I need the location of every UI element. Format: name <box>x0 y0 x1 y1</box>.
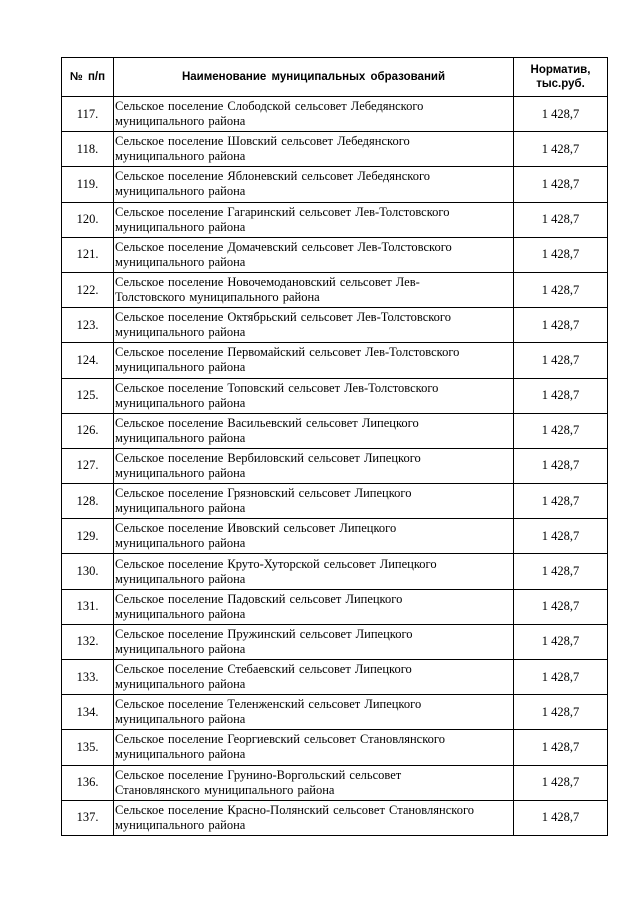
row-number: 120. <box>62 202 114 237</box>
header-num: № п/п <box>62 58 114 97</box>
table-row <box>62 448 608 483</box>
municipality-name <box>114 97 514 132</box>
table-body <box>62 97 608 836</box>
municipality-name-line1: Сельское поселение Красно-Полянский сельсовет Становлянского <box>115 802 475 817</box>
table-row <box>62 519 608 554</box>
table-row <box>62 237 608 272</box>
municipality-name-line2: муниципального района <box>115 184 246 199</box>
municipality-name-line2: муниципального района <box>115 501 246 516</box>
row-number: 137. <box>62 800 114 835</box>
municipality-name-line2: Толстовского муниципального района <box>115 290 320 305</box>
normative-value: 1 428,7 <box>514 237 608 272</box>
table-row <box>62 272 608 307</box>
municipality-name-line1: Сельское поселение Георгиевский сельсовет Становлянского <box>115 732 445 747</box>
row-number: 128. <box>62 484 114 519</box>
table-row <box>62 308 608 343</box>
table-row <box>62 343 608 378</box>
row-number: 135. <box>62 730 114 765</box>
municipality-name-line2: муниципального района <box>115 254 246 269</box>
table-row <box>62 660 608 695</box>
municipality-name-line1: Сельское поселение Первомайский сельсовет Лев-Толстовского <box>115 345 460 360</box>
row-number: 122. <box>62 272 114 307</box>
municipality-name <box>114 730 514 765</box>
row-number: 119. <box>62 167 114 202</box>
municipality-name-line1: Сельское поселение Стебаевский сельсовет Липецкого <box>115 662 412 677</box>
row-number: 134. <box>62 695 114 730</box>
municipality-name-line1: Сельское поселение Гагаринский сельсовет Лев-Толстовского <box>115 204 450 219</box>
municipality-name-line1: Сельское поселение Слободской сельсовет Лебедянского <box>115 99 424 114</box>
municipality-name <box>114 624 514 659</box>
municipality-name-line2: муниципального района <box>115 747 246 762</box>
municipality-name <box>114 237 514 272</box>
municipality-name-line1: Сельское поселение Домачевский сельсовет Лев-Толстовского <box>115 239 452 254</box>
header-value-line2: тыс.руб. <box>536 78 585 90</box>
municipality-name-line1: Сельское поселение Яблоневский сельсовет Лебедянского <box>115 169 431 184</box>
municipality-name-line2: муниципального района <box>115 536 246 551</box>
table-row <box>62 132 608 167</box>
normative-value: 1 428,7 <box>514 202 608 237</box>
municipality-name-line2: муниципального района <box>115 219 246 234</box>
normative-value: 1 428,7 <box>514 448 608 483</box>
municipality-name <box>114 554 514 589</box>
row-number: 131. <box>62 589 114 624</box>
row-number: 125. <box>62 378 114 413</box>
municipality-name-line2: муниципального района <box>115 395 246 410</box>
table-row <box>62 695 608 730</box>
municipality-name <box>114 695 514 730</box>
table-row <box>62 554 608 589</box>
municipality-name-line2: Становлянского муниципального района <box>115 782 335 797</box>
municipality-name-line2: муниципального района <box>115 817 246 832</box>
row-number: 133. <box>62 660 114 695</box>
table-row <box>62 765 608 800</box>
municipality-name <box>114 484 514 519</box>
normative-value: 1 428,7 <box>514 730 608 765</box>
normative-value: 1 428,7 <box>514 695 608 730</box>
row-number: 121. <box>62 237 114 272</box>
normative-value: 1 428,7 <box>514 167 608 202</box>
table-row <box>62 202 608 237</box>
municipality-name-line1: Сельское поселение Октябрьский сельсовет Лев-Толстовского <box>115 310 451 325</box>
municipality-name-line2: муниципального района <box>115 712 246 727</box>
normative-table <box>61 57 608 836</box>
municipality-name-line1: Сельское поселение Вербиловский сельсовет Липецкого <box>115 450 421 465</box>
row-number: 136. <box>62 765 114 800</box>
normative-value: 1 428,7 <box>514 272 608 307</box>
municipality-name-line1: Сельское поселение Грязновский сельсовет Липецкого <box>115 486 412 501</box>
table-row <box>62 624 608 659</box>
municipality-name-line2: муниципального района <box>115 360 246 375</box>
municipality-name-line2: муниципального района <box>115 149 246 164</box>
normative-value: 1 428,7 <box>514 800 608 835</box>
municipality-name-line2: муниципального района <box>115 677 246 692</box>
municipality-name-line1: Сельское поселение Теленженский сельсовет Липецкого <box>115 697 422 712</box>
municipality-name-line1: Сельское поселение Круто-Хуторской сельсовет Липецкого <box>115 556 437 571</box>
table-header <box>62 58 608 97</box>
municipality-name-line2: муниципального района <box>115 430 246 445</box>
municipality-name <box>114 519 514 554</box>
row-number: 124. <box>62 343 114 378</box>
normative-value: 1 428,7 <box>514 554 608 589</box>
header-name: Наименование муниципальных образований <box>114 58 514 97</box>
normative-value: 1 428,7 <box>514 378 608 413</box>
row-number: 127. <box>62 448 114 483</box>
normative-value: 1 428,7 <box>514 413 608 448</box>
municipality-name-line1: Сельское поселение Ивовский сельсовет Липецкого <box>115 521 397 536</box>
table-row <box>62 484 608 519</box>
table-row <box>62 167 608 202</box>
municipality-name-line2: муниципального района <box>115 606 246 621</box>
municipality-name <box>114 272 514 307</box>
municipality-name-line1: Сельское поселение Пружинский сельсовет Липецкого <box>115 626 413 641</box>
municipality-name-line2: муниципального района <box>115 571 246 586</box>
municipality-name <box>114 413 514 448</box>
normative-value: 1 428,7 <box>514 97 608 132</box>
table-row <box>62 378 608 413</box>
row-number: 123. <box>62 308 114 343</box>
normative-value: 1 428,7 <box>514 660 608 695</box>
normative-value: 1 428,7 <box>514 589 608 624</box>
municipality-name-line1: Сельское поселение Грунино-Воргольский сельсовет <box>115 767 402 782</box>
municipality-name-line2: муниципального района <box>115 325 246 340</box>
municipality-name-line2: муниципального района <box>115 465 246 480</box>
municipality-name-line2: муниципального района <box>115 114 246 129</box>
normative-value: 1 428,7 <box>514 132 608 167</box>
municipality-name-line1: Сельское поселение Шовский сельсовет Лебедянского <box>115 134 410 149</box>
municipality-name-line1: Сельское поселение Топовский сельсовет Лев-Толстовского <box>115 380 439 395</box>
municipality-name <box>114 343 514 378</box>
normative-value: 1 428,7 <box>514 624 608 659</box>
table-row <box>62 800 608 835</box>
municipality-name <box>114 800 514 835</box>
municipality-name-line1: Сельское поселение Новочемодановский сельсовет Лев- <box>115 275 420 290</box>
municipality-name <box>114 378 514 413</box>
municipality-name <box>114 589 514 624</box>
municipality-name <box>114 660 514 695</box>
municipality-name-line1: Сельское поселение Падовский сельсовет Липецкого <box>115 591 403 606</box>
normative-value: 1 428,7 <box>514 343 608 378</box>
municipality-name-line1: Сельское поселение Васильевский сельсовет Липецкого <box>115 415 419 430</box>
municipality-name-line2: муниципального района <box>115 641 246 656</box>
row-number: 130. <box>62 554 114 589</box>
municipality-name <box>114 132 514 167</box>
normative-value: 1 428,7 <box>514 765 608 800</box>
normative-value: 1 428,7 <box>514 519 608 554</box>
municipality-name <box>114 448 514 483</box>
row-number: 117. <box>62 97 114 132</box>
table-row <box>62 730 608 765</box>
row-number: 126. <box>62 413 114 448</box>
table-row <box>62 97 608 132</box>
header-value-line1: Норматив, <box>530 64 591 76</box>
row-number: 118. <box>62 132 114 167</box>
normative-value: 1 428,7 <box>514 308 608 343</box>
table-row <box>62 413 608 448</box>
header-row <box>62 58 608 97</box>
municipality-name <box>114 765 514 800</box>
row-number: 129. <box>62 519 114 554</box>
header-value <box>514 58 608 97</box>
table-row <box>62 589 608 624</box>
municipality-name <box>114 308 514 343</box>
municipality-name <box>114 202 514 237</box>
normative-value: 1 428,7 <box>514 484 608 519</box>
row-number: 132. <box>62 624 114 659</box>
municipality-name <box>114 167 514 202</box>
